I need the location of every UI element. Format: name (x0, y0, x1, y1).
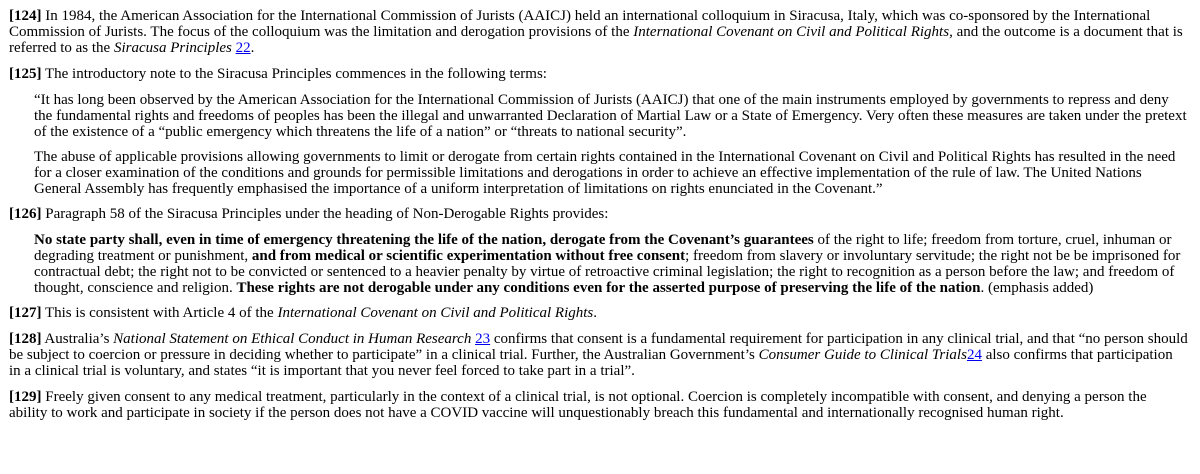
footnote-link-23[interactable]: 23 (475, 331, 491, 347)
paragraph-128 (9, 331, 1188, 379)
paragraph-text: The introductory note to the Siracusa Principles commences in the following terms: (41, 66, 547, 82)
block-quote: The abuse of applicable provisions allowing governments to limit or derogate from certain rights contained in the International Covenant on Civil and Political Rights has resulted in the need for a closer examination of the conditions and grounds for permissible limitations and derogations in order to achieve an effective implementation of the rule of law. The United Nations General Assembly has frequently emphasised the importance of a uniform interpretation of limitations on rights enunciated in the Covenant.” (34, 149, 1176, 197)
quote-text: ; freedom from slavery or involuntary servitude; the right not be be imprisoned for contractual debt; the right not to be convicted or sentenced to a heavier penalty by virtue of retroactive criminal legislation; the right to recognition as a person before the law; and freedom of thought, conscience and religion. (34, 248, 1181, 296)
block-quote: “It has long been observed by the American Association for the International Commission of Jurists (AAICJ) that one of the main instruments employed by governments to repress and deny the fundamental rights and freedoms of peoples has been the illegal and unwarranted Declaration of Martial Law or a State of Emergency. Very often these measures are taken under the pretext of the existence of a “public emergency which threatens the life of a nation” or “threats to national security”. (34, 92, 1187, 140)
quote-text: of the right to life; freedom from torture, cruel, inhuman or degrading treatment or punishment, (34, 232, 1172, 264)
quote-text: . (emphasis added) (980, 280, 1094, 296)
paragraph-127 (9, 305, 1188, 321)
footnote-link-22[interactable]: 22 (235, 40, 251, 56)
paragraph-number: [124] (9, 8, 42, 24)
paragraph-text: Australia’s (41, 331, 114, 347)
paragraph-text: Freely given consent to any medical treatment, particularly in the context of a clinical trial, is not optional. Coercion is completely incompatible with consent, and denying a person the ability to work and participate in society if the person does not have a COVID vaccine will unquestionably breach this fundamental and internationally recognised human right. (9, 389, 1147, 421)
paragraph-text: In 1984, the American Association for the International Commission of Jurists (AAICJ) held an international colloquium in Siracusa, Italy, which was co-sponsored by the International Commission of Jurists. The focus of the colloquium was the limitation and derogation provisions of the (9, 8, 1151, 40)
paragraph-text: . (593, 305, 598, 321)
emphasis-text: These rights are not derogable under any conditions even for the asserted purpose of preserving the life of the nation (236, 280, 981, 296)
paragraph-text: Paragraph 58 of the Siracusa Principles under the heading of Non-Derogable Rights provides: (41, 206, 609, 222)
paragraph-number: [127] (9, 305, 42, 321)
italic-citation: International Covenant on Civil and Political Rights (633, 24, 950, 40)
paragraph-129 (9, 389, 1188, 421)
paragraph-text: also confirms that participation in a clinical trial is voluntary, and states “it is important that you never feel forced to take part in a trial”. (9, 347, 1173, 379)
paragraph-number: [126] (9, 206, 42, 222)
paragraph-text: . (250, 40, 255, 56)
paragraph-number: [125] (9, 66, 42, 82)
italic-citation: Consumer Guide to Clinical Trials (758, 347, 967, 363)
emphasis-text: No state party shall, even in time of emergency threatening the life of the nation, derogate from the Covenant’s guarantees (34, 232, 814, 248)
paragraph-text: , and the outcome is a document that is referred to as the (9, 24, 1183, 56)
block-quote (34, 232, 1188, 296)
paragraph-125 (9, 66, 1188, 82)
paragraph-number: [128] (9, 331, 42, 347)
paragraph-text: This is consistent with Article 4 of the (41, 305, 278, 321)
footnote-link-24[interactable]: 24 (966, 347, 982, 363)
paragraph-text: confirms that consent is a fundamental requirement for participation in any clinical trial, and that “no person should be subject to coercion or pressure in deciding whether to participate” in a clinical trial. Further, the Australian Government’s (9, 331, 1188, 363)
italic-citation: Siracusa Principles (113, 40, 232, 56)
paragraph-124 (9, 8, 1188, 56)
paragraph-number: [129] (9, 389, 42, 405)
paragraph-126 (9, 206, 1188, 222)
italic-citation: International Covenant on Civil and Political Rights (277, 305, 594, 321)
italic-citation: National Statement on Ethical Conduct in Human Research (113, 331, 472, 347)
emphasis-text: and from medical or scientific experimentation without free consent (251, 248, 686, 264)
